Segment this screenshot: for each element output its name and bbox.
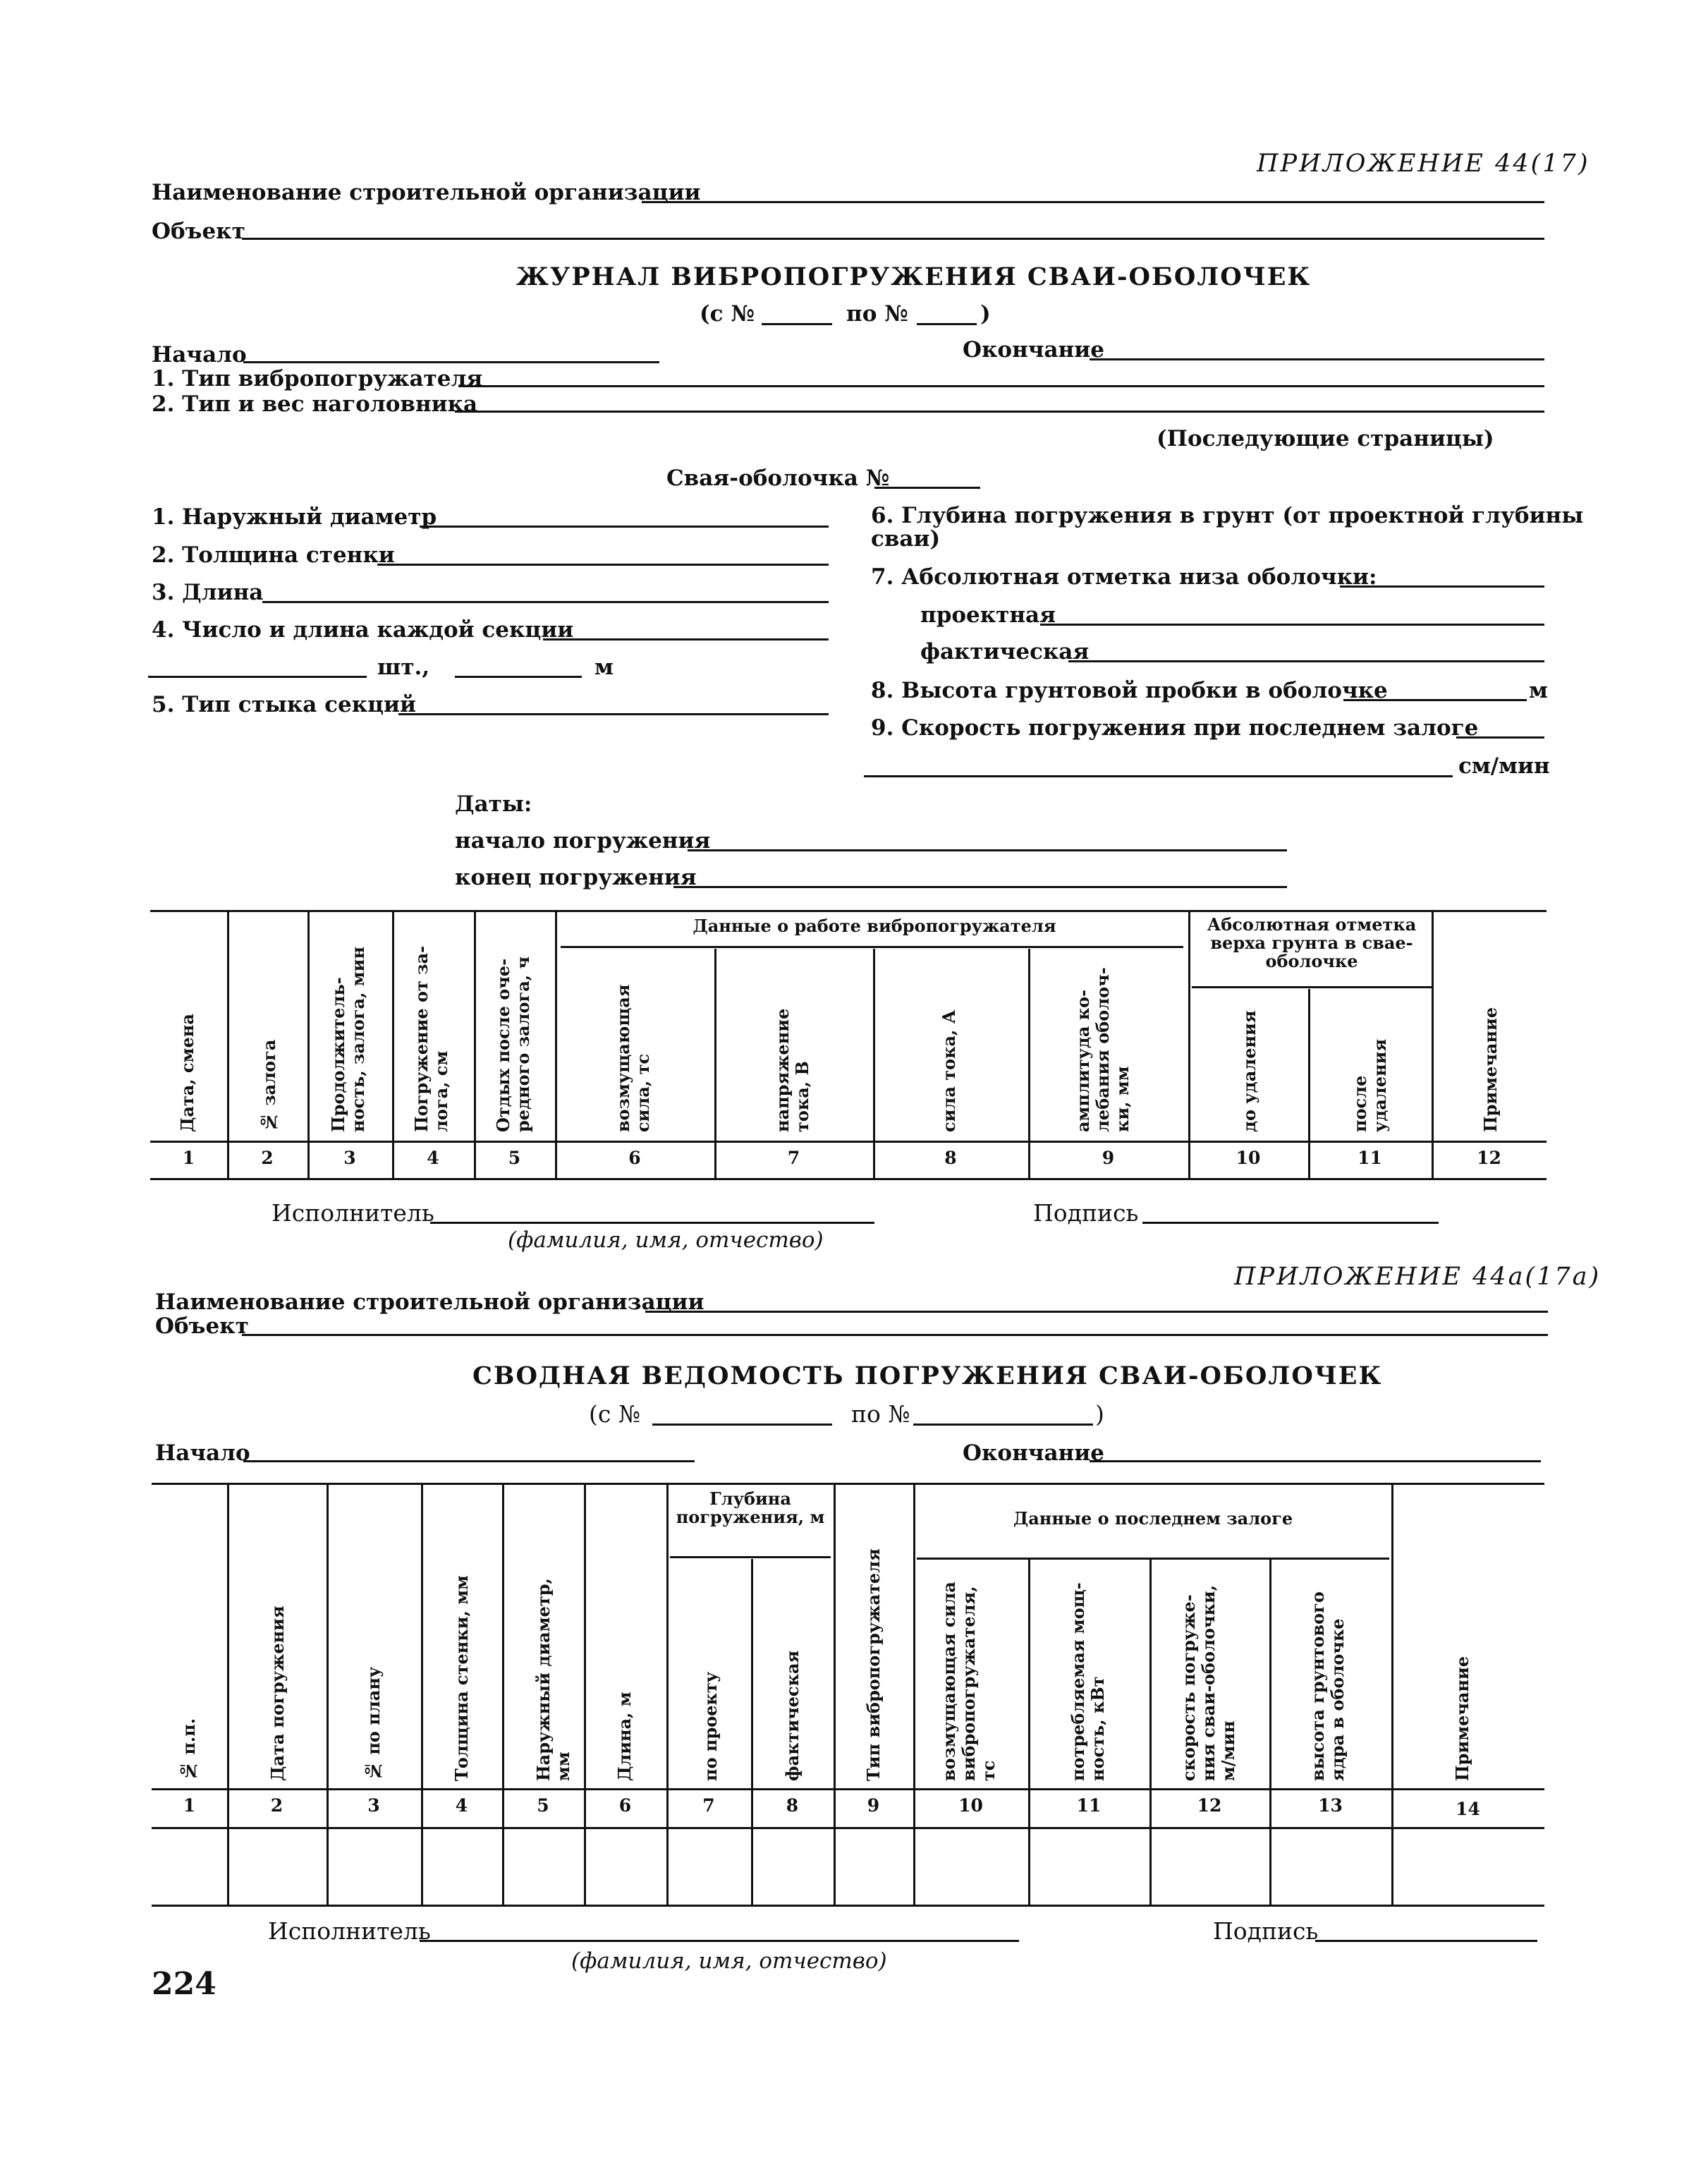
executor-field[interactable] <box>420 1940 1019 1942</box>
depth-label-a: 6. Глубина погружения в грунт (от проектной глубины <box>871 503 1584 528</box>
abs-mark-label: 7. Абсолютная отметка низа оболочки: <box>871 564 1377 590</box>
col-number: 9 <box>1102 1148 1115 1168</box>
wall-thickness-label: 2. Толщина стенки <box>152 542 395 568</box>
col-number: 1 <box>182 1148 195 1168</box>
start-label: Начало <box>155 1440 250 1466</box>
depth-label-b: сваи) <box>871 526 941 552</box>
org-label: Наименование строительной организации <box>152 180 701 205</box>
next-pages-note: (Последующие страницы) <box>1157 426 1494 451</box>
col-number: 8 <box>944 1148 957 1168</box>
appendix-label: ПРИЛОЖЕНИЕ 44(17) <box>1257 150 1590 178</box>
speed-label: 9. Скорость погружения при последнем залоге <box>871 715 1479 741</box>
col-duration: Продолжитель- ность, залога, мин <box>328 946 368 1132</box>
col-number: 13 <box>1318 1795 1343 1816</box>
plug-height-label: 8. Высота грунтовой пробки в оболочке <box>871 678 1388 703</box>
sections-length-field[interactable] <box>455 676 582 678</box>
col-voltage: напряжение тока, В <box>772 1008 812 1132</box>
object-field[interactable] <box>242 238 1544 240</box>
vibro-type-label: 1. Тип вибропогружателя <box>152 366 483 391</box>
plug-height-unit: м <box>1529 678 1548 703</box>
col-number: 5 <box>537 1795 549 1816</box>
pile-number-field[interactable] <box>874 487 980 489</box>
start-label: Начало <box>152 342 247 368</box>
col-number: 11 <box>1358 1148 1382 1168</box>
range-to-field[interactable] <box>913 1424 1093 1426</box>
start-field[interactable] <box>243 361 659 363</box>
group-vibro-header: Данные о работе вибропогружателя <box>693 916 1056 936</box>
actual-label: фактическая <box>920 639 1090 664</box>
object-label: Объект <box>152 219 245 244</box>
joint-type-field[interactable] <box>398 713 829 715</box>
executor-field[interactable] <box>430 1222 874 1224</box>
page-number: 224 <box>152 1966 216 2002</box>
dates-label: Даты: <box>455 791 532 817</box>
col-number: 7 <box>787 1148 800 1168</box>
col-penetration: Погружение от за- лога, см <box>411 945 451 1132</box>
col-length: Длина, м <box>614 1692 635 1781</box>
col-number: 14 <box>1456 1799 1480 1819</box>
col-vibro-type: Тип вибропогружателя <box>863 1548 884 1781</box>
col-number: 2 <box>270 1795 283 1816</box>
object-label: Объект <box>155 1313 249 1339</box>
sections-count-field[interactable] <box>148 676 367 678</box>
executor-label: Исполнитель <box>268 1917 431 1945</box>
end-label: Окончание <box>963 337 1104 363</box>
dive-end-label: конец погружения <box>455 865 697 890</box>
col-number: 4 <box>455 1795 468 1816</box>
col-note: Примечание <box>1452 1656 1472 1781</box>
dive-start-label: начало погружения <box>455 828 711 854</box>
cap-type-field[interactable] <box>455 411 1544 413</box>
end-label: Окончание <box>963 1440 1104 1466</box>
outer-diameter-label: 1. Наружный диаметр <box>152 504 437 530</box>
col-number: 3 <box>367 1795 380 1816</box>
actual-field[interactable] <box>1068 660 1544 662</box>
col-number: 9 <box>867 1795 880 1816</box>
fio-hint: (фамилия, имя, отчество) <box>508 1227 824 1253</box>
end-field[interactable] <box>1090 358 1544 360</box>
group-depth-header: Глубина погружения, м <box>676 1488 825 1527</box>
pcs-unit: шт., <box>377 655 430 680</box>
end-field[interactable] <box>1090 1460 1541 1462</box>
m-unit: м <box>594 655 614 680</box>
group-last-header: Данные о последнем залоге <box>1013 1508 1293 1529</box>
col-plan-no: № по плану <box>363 1666 384 1781</box>
col-number: 12 <box>1477 1148 1501 1168</box>
summary-title: СВОДНАЯ ВЕДОМОСТЬ ПОГРУЖЕНИЯ СВАИ-ОБОЛОЧЕК <box>472 1361 1383 1390</box>
range-to-label: по № <box>851 1400 910 1428</box>
col-amplitude: амплитуда ко- лебания оболоч- ки, мм <box>1073 967 1133 1132</box>
col-number: 6 <box>618 1795 632 1816</box>
plug-height-field[interactable] <box>1343 699 1527 701</box>
range-from-label: (с № <box>700 301 755 327</box>
speed-field-a[interactable] <box>1456 736 1544 739</box>
col-actual-depth: фактическая <box>782 1650 803 1781</box>
sections-field[interactable] <box>543 638 829 641</box>
joint-type-label: 5. Тип стыка секций <box>152 692 416 717</box>
start-field[interactable] <box>243 1460 695 1462</box>
col-force: возмущающая сила вибропогружателя, тс <box>939 1582 999 1781</box>
range-close: ) <box>980 301 991 327</box>
col-number: 2 <box>261 1148 274 1168</box>
design-field[interactable] <box>1040 624 1544 626</box>
object-field[interactable] <box>242 1334 1548 1336</box>
dive-start-field[interactable] <box>688 849 1287 851</box>
col-number: 8 <box>786 1795 799 1816</box>
col-core-height: высота грунтового ядра в оболочке <box>1307 1591 1348 1781</box>
sections-label: 4. Число и длина каждой секции <box>152 617 574 643</box>
col-force: возмущающая сила, тс <box>613 984 653 1132</box>
col-dive-date: Дата погружения <box>267 1605 288 1781</box>
range-to-label: по № <box>846 301 908 327</box>
col-number: 10 <box>1236 1148 1261 1168</box>
speed-field-b[interactable] <box>864 775 1453 777</box>
col-note: Примечание <box>1480 1007 1501 1132</box>
col-date-shift: Дата, смена <box>177 1014 197 1132</box>
pile-number-label: Свая-оболочка № <box>666 466 890 491</box>
col-speed: скорость погруже- ния сваи-оболочки, м/мин <box>1178 1584 1238 1781</box>
journal-title: ЖУРНАЛ ВИБРОПОГРУЖЕНИЯ СВАИ-ОБОЛОЧЕК <box>516 262 1312 291</box>
col-item-no: № п.п. <box>178 1718 199 1781</box>
speed-unit: см/мин <box>1458 753 1550 779</box>
vibro-type-field[interactable] <box>458 385 1544 387</box>
col-load-no: № залога <box>259 1039 279 1132</box>
signature-label: Подпись <box>1033 1199 1139 1227</box>
col-number: 6 <box>628 1148 641 1168</box>
col-wall-thickness: Толщина стенки, мм <box>451 1575 472 1781</box>
org-field[interactable] <box>642 201 1544 203</box>
signature-field[interactable] <box>1142 1222 1439 1224</box>
org-field[interactable] <box>645 1311 1548 1313</box>
col-current: сила тока, А <box>939 1009 959 1132</box>
design-label: проектная <box>920 602 1056 628</box>
col-outer-diameter: Наружный диаметр, мм <box>533 1578 573 1781</box>
cap-type-label: 2. Тип и вес наголовника <box>152 391 478 417</box>
col-number: 7 <box>702 1795 715 1816</box>
range-from-label: (с № <box>589 1400 641 1428</box>
length-label: 3. Длина <box>152 580 264 605</box>
range-from-field[interactable] <box>652 1424 832 1426</box>
col-power: потребляемая мощ- ность, кВт <box>1068 1582 1108 1781</box>
col-number: 5 <box>508 1148 521 1168</box>
range-close: ) <box>1095 1400 1104 1428</box>
col-rest: Отдых после оче- редного залога, ч <box>493 956 533 1132</box>
col-after-removal: после удаления <box>1350 1038 1390 1132</box>
wall-thickness-field[interactable] <box>377 564 829 566</box>
col-design-depth: по проекту <box>700 1671 721 1781</box>
col-number: 3 <box>343 1148 356 1168</box>
col-number: 10 <box>958 1795 983 1816</box>
col-number: 11 <box>1076 1795 1102 1816</box>
col-number: 12 <box>1197 1795 1222 1816</box>
executor-label: Исполнитель <box>272 1199 434 1227</box>
signature-field[interactable] <box>1315 1940 1537 1942</box>
fio-hint: (фамилия, имя, отчество) <box>571 1948 887 1974</box>
length-field[interactable] <box>262 601 829 603</box>
dive-end-field[interactable] <box>673 886 1287 888</box>
org-label: Наименование строительной организации <box>155 1289 704 1315</box>
col-number: 1 <box>183 1795 196 1816</box>
group-abs-header: Абсолютная отметка верха грунта в свае-оболочке <box>1207 914 1417 971</box>
signature-label: Подпись <box>1213 1917 1319 1945</box>
range-to-field[interactable] <box>917 323 977 325</box>
range-from-field[interactable] <box>762 323 832 325</box>
appendix-label: ПРИЛОЖЕНИЕ 44а(17а) <box>1234 1263 1602 1291</box>
col-number: 4 <box>427 1148 439 1168</box>
col-before-removal: до удаления <box>1239 1010 1259 1132</box>
outer-diameter-field[interactable] <box>420 526 829 528</box>
abs-mark-field[interactable] <box>1340 585 1544 588</box>
